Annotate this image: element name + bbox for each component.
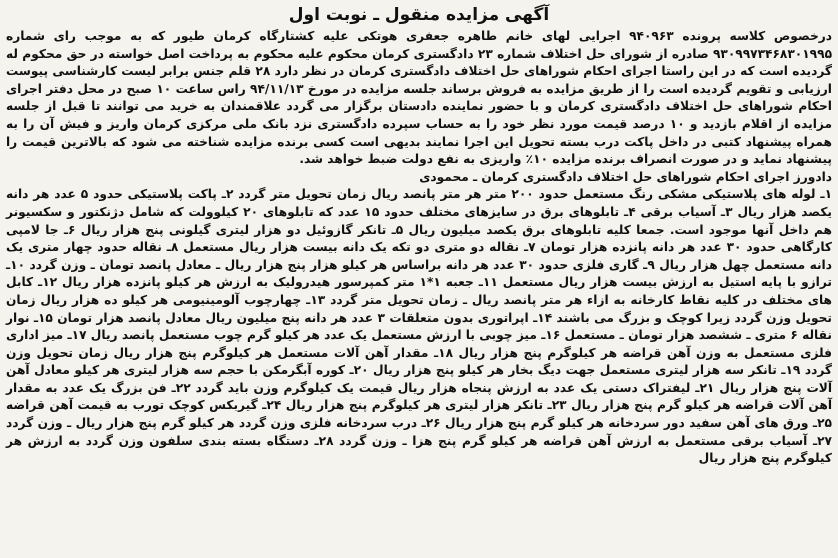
notice-signature: دادورز اجرای احکام شوراهای حل اختلاف دادگستری کرمان ـ محمودی [419,169,832,184]
notice-title: آگهی مزایده منقول ـ نوبت اول [288,5,550,25]
notice-items: ۱ـ لوله های پلاستیکی مشکی رنگ مستعمل حدود ۲۰۰ متر هر متر پانصد ریال زمان تحویل متر گردد ۲ـ پاکت پلاستیکی حدود ۵ عدد هر دانه یکصد هزار ریال ۳ـ آسیاب برقی ۴ـ تابلوهای برق در سایزهای مختلف حدود ۱۵ عدد که تابلوهای ۲۰ کیلوولت که شامل دژنکتور و سکسیونر هم داخل آنها موجود است. جمعا کلیه تابلوهای برق یکصد میلیون ریال ۵ـ تانکر گازوئیل دو هزار لیتری گیلونی پنج هزار ریال ۶ـ جا لامپی کارگاهی حدود ۳۰ عدد هر دانه پانزده هزار تومان ۷ـ نقاله دو متری دو تکه یک دانه بیست هزار ریال مستعمل ۸ـ نقاله حدود چهار متری یک دانه مستعمل چهل هزار ریال ۹ـ گاری فلزی حدود ۳۰ عدد هر دانه براساس هر کیلو هزار پنج هزار ریال ـ معادل پانصد تومان ـ وزن گردد ۱۰ـ ترازو با پایه استیل به ارزش بیست هزار ریال مستعمل ۱۱ـ جعبه ۱*۱ متر کمپرسور هیدرولیک به ارزش هر کیلو پانزده هزار ریال ۱۲ـ کابل های مختلف در کلیه نقاط کارخانه به ازاء هر متر پانصد ریال ـ زمان تحویل متر گردد ۱۳ـ چهارچوب آلومینیومی هر کیلو ده هزار ریال زمان تحویل وزن گردد زیرا کوچک و بزرگ می باشند ۱۴ـ اپراتوری بدون متعلقات ۳ عدد هر دانه پنج میلیون ریال معادل پانصد هزار تومان ۱۵ـ نوار نقاله ۶ متری ـ ششصد هزار تومان ـ مستعمل ۱۶ـ میز چوبی با ارزش مستعمل یک عدد هر کیلو گرم چوب مستعمل پانصد ریال ۱۷ـ میز اداری فلزی مستعمل به وزن آهن قراضه هر کیلوگرم پنج هزار ریال ۱۸ـ مقدار آهن آلات مستعمل هر کیلوگرم پنج هزار ریال زمان تحویل وزن گردد ۱۹ـ تانکر سه هزار لیتری مستعمل جهت دیگ بخار هر کیلو پنج هزار ریال ۲۰ـ کوره آبگرمکن با حجم سه هزار لیتری هر کیلو معادل آهن آلات پنج هزار ریال ۲۱ـ لیفتراک دستی یک عدد به ارزش پنجاه هزار ریال قیمت یک کیلوگرم وزن باید گردد ۲۲ـ فن بزرگ یک عدد به مقدار آهن آلات قراضه هر کیلو گرم پنج هزار ریال ۲۳ـ تانکر هزار لیتری هر کیلوگرم پنج هزار ریال ۲۴ـ گیربکس کوچک تورب به قیمت آهن قراضه ۲۵ـ ورق های آهن سفید دور سردخانه هر کیلو گرم پنج هزار ریال ۲۶ـ درب سردخانه فلزی وزن گردد هر کیلو گرم پنج هزار ریال ـ وزن گردد ۲۷ـ آسیاب برقی مستعمل به ارزش آهن قراضه هر کیلو گرم پنج هزا ـ وزن گردد ۲۸ـ دستگاه بسته بندی سلفون وزن گردد به ارزش هر کیلوگرم پنج هزار ریال [6,187,833,466]
notice-intro: درخصوص کلاسه پرونده ۹۴۰۹۶۳ اجرایی لهای خانم طاهره جعفری هوتکی علیه کشتارگاه کرمان طیور که به موجب رای شماره ۹۳۰۹۹۷۳۴۶۸۳۰۱۹۹۵ صادره از شورای حل اختلاف شماره ۲۳ دادگستری کرمان محکوم علیه محکوم به پرداخت اصل خواسته در حق محکوم له گردیده است که در این راستا اجرای احکام شوراهای حل اختلاف دادگستری کرمان در نظر دارد ۲۸ قلم جنس برابر لیست کارشناسی پیوست ارزیابی و تقویم گردیده است را از طریق مزایده به فروش برساند جلسه مزایده در مورخ ۹۴/۱۱/۱۳ راس ساعت ۱۰ صبح در محل دفتر اجرای احکام شوراهای حل اختلاف دادگستری کرمان و با حضور نماینده دادستان برگزار می گردد علاقمندان به خرید می توانند تا قبل از جلسه مزایده از اقلام بازدید و ۱۰ درصد قیمت مورد نظر خود را به حساب سپرده دادگستری نزد بانک ملی مرکزی کرمان واریز و فیش آن را به همراه پیشنهاد کتبی در داخل پاکت درب بسته تحویل این اجرا نمایند بدیهی است کسی برنده مزایده شناخته می شود که بالاترین قیمت را پیشنهاد نماید و در صورت انصراف برنده مزایده ۱۰٪ واریزی به نفع دولت ضبط خواهد شد. [6,29,833,167]
